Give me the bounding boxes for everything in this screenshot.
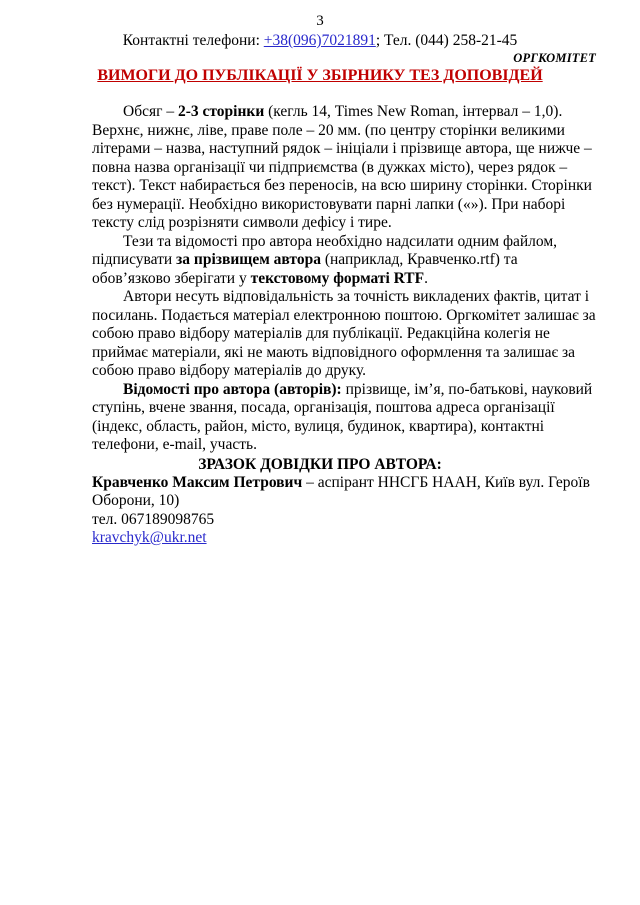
text-run: Автори несуть відповідальність за точність викладених фактів, цитат і посилань. Подається матеріал електронною поштою. Оргкомітет залишає за собою право відбору матеріалів для публікації. Редакційна колегія не приймає матеріали, які не мають відповідного оформлення та залишає за собою право відбору матеріалів до друку. (92, 288, 596, 379)
paragraph-author-info (92, 381, 596, 455)
paragraph-file-naming (92, 233, 596, 289)
sample-reference-heading: ЗРАЗОК ДОВІДКИ ПРО АВТОРА: (198, 455, 442, 473)
document-title: ВИМОГИ ДО ПУБЛІКАЦІЇ У ЗБІРНИКУ ТЕЗ ДОПОВІДЕЙ (97, 67, 543, 84)
text-run: тел. 067189098765 (92, 510, 215, 528)
bold-text-run: Відомості про автора (авторів): (123, 380, 342, 398)
author-email-line (92, 529, 596, 548)
bold-text-run: за прізвищем автора (176, 251, 321, 268)
text-run: Тези та відомості про автора необхідно надсилати одним файлом, підписувати (92, 232, 558, 268)
paragraph-volume-requirements (92, 103, 596, 233)
text-run: прізвище, ім’я, по-батькові, науковий ступінь, вчене звання, посада, організація, поштова адреса організації (індекс, область, район, місто, вулиця, будинок, квартира), контактні телефони, e-mail, участь. (92, 380, 593, 453)
text-run: . (424, 269, 428, 287)
text-run: Контактні телефони: (122, 32, 264, 49)
email-link[interactable]: kravchyk@ukr.net (92, 529, 207, 546)
author-phone-line (92, 511, 596, 530)
page-header (44, 12, 596, 87)
phone-link[interactable]: +38(096)7021891 (263, 32, 376, 49)
text-run: ; Тел. (044) 258-21-45 (375, 32, 518, 49)
text-run: Обсяг – (123, 103, 178, 120)
text-run: (наприклад, Кравченко.rtf) та обов’язково зберігати у (92, 251, 518, 287)
bold-text-run: 2-3 сторінки (177, 103, 265, 120)
paragraph-responsibility (92, 288, 596, 381)
bold-text-run: текстовому форматі RTF (250, 269, 425, 287)
contact-phones-line (44, 31, 596, 51)
text-run: (кегль 14, Times New Roman, інтервал – 1,0). Верхнє, нижнє, ліве, праве поле – 20 мм. (по центру сторінки великими літерами – назва, наступний рядок – ініціали і прізвище автора, ще нижче – повна назва організації чи підприємства (в дужках місто), через рядок – текст). Текст набирається без переносів, на всю ширину сторінки. Сторінки без нумерації. Необхідно використовувати парні лапки («»). При наборі тексту слід розрізняти символи дефісу і тире. (92, 103, 592, 231)
text-run: – аспірант ННСГБ НААН, Київ вул. Героїв Оборони, 10) (92, 473, 590, 509)
orgcommittee-label: ОРГКОМІТЕТ (513, 51, 596, 65)
bold-text-run: Кравченко Максим Петрович (92, 473, 303, 491)
author-name-line (92, 474, 596, 511)
document-body (92, 103, 596, 548)
page-number: 3 (316, 13, 324, 29)
